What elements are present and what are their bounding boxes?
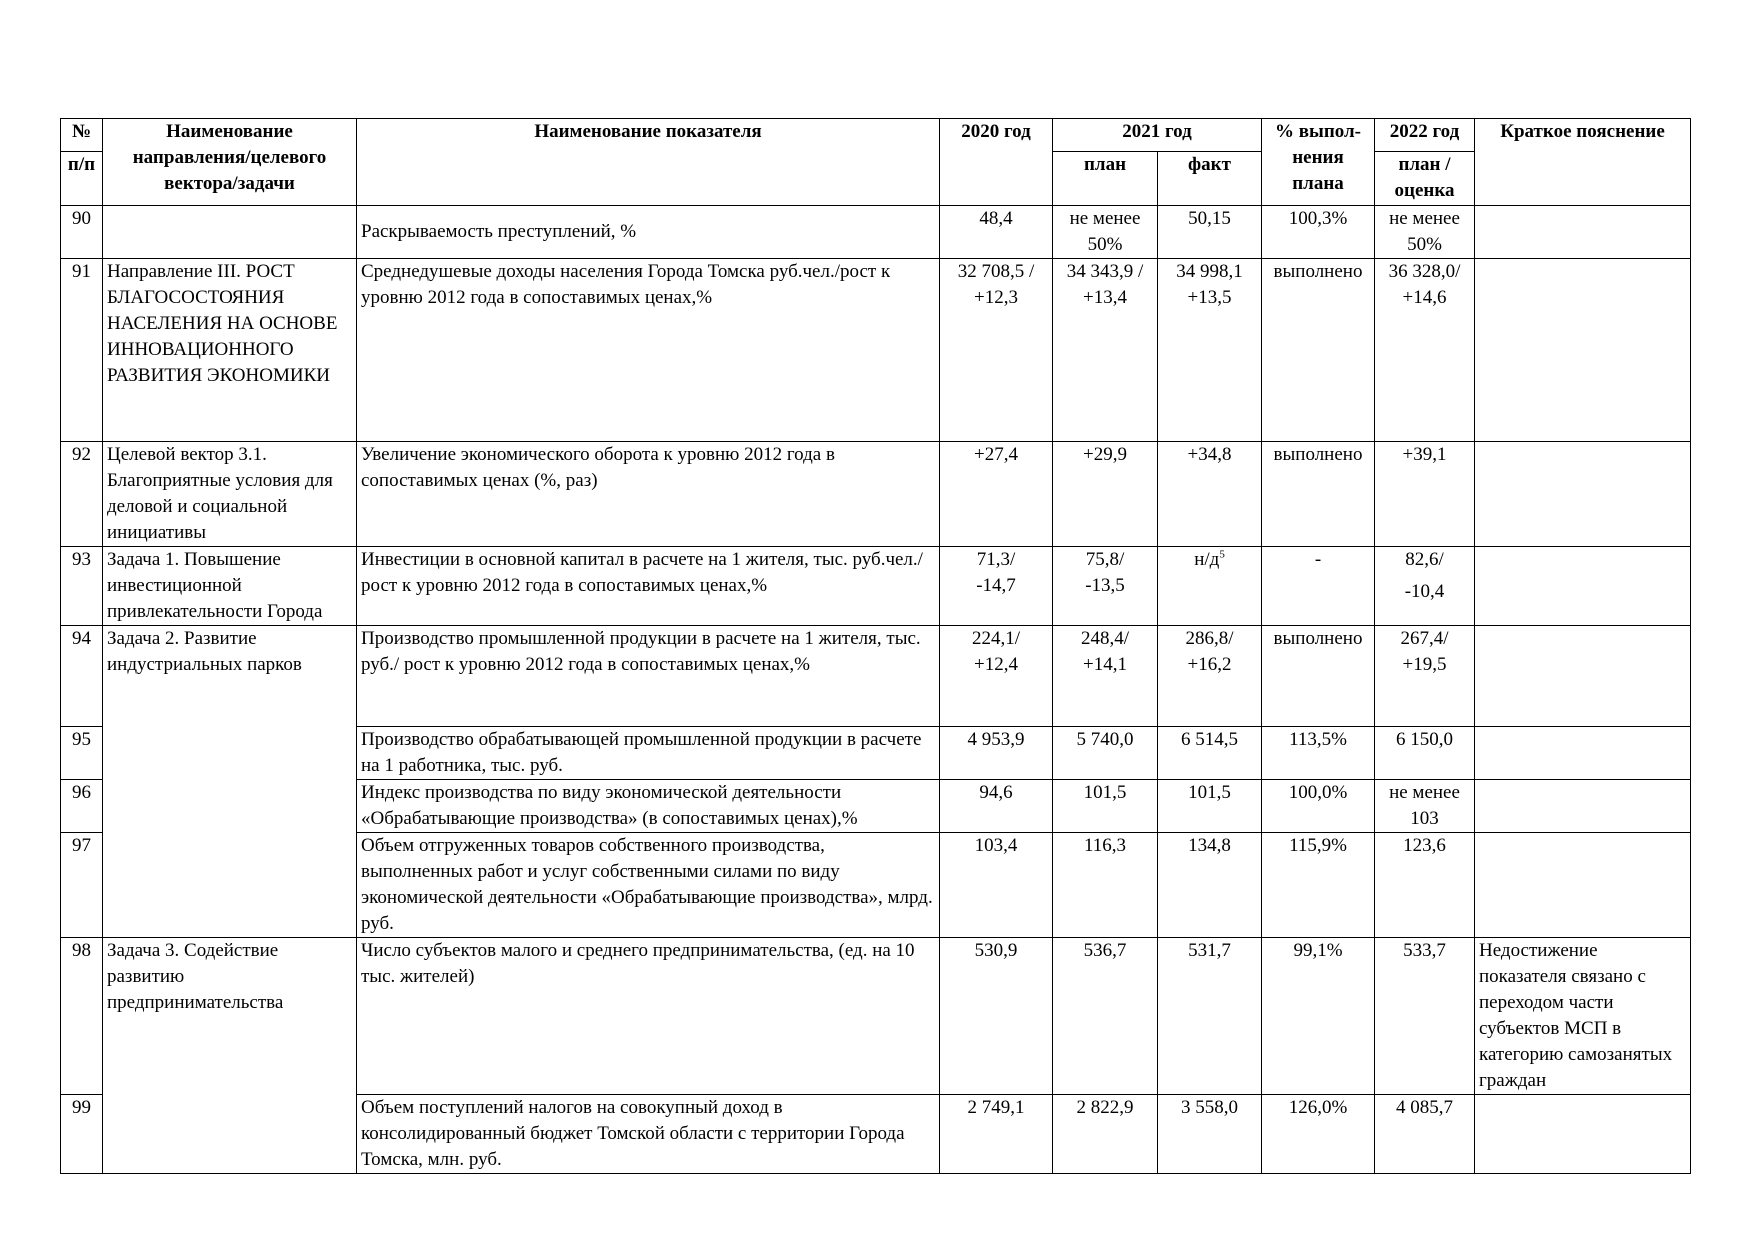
header-fact: факт bbox=[1158, 152, 1262, 206]
value-2021-plan: 2 822,9 bbox=[1053, 1095, 1158, 1174]
value-pct: 100,0% bbox=[1262, 780, 1375, 833]
note-cell bbox=[1475, 780, 1691, 833]
indicator-cell: Объем поступлений налогов на совокупный доход в консолидированный бюджет Томской области с территории Города Томска, млн. руб. bbox=[357, 1095, 940, 1174]
fact-line2: +13,5 bbox=[1187, 287, 1232, 308]
indicator-cell: Производство промышленной продукции в расчете на 1 жителя, тыс. руб./ рост к уровню 2012 года в сопоставимых ценах,% bbox=[357, 626, 940, 727]
header-direction-line3: вектора/задачи bbox=[164, 173, 295, 194]
v2022-line1: 267,4/ bbox=[1400, 628, 1449, 649]
value-2022: 533,7 bbox=[1375, 938, 1475, 1095]
header-indicator: Наименование показателя bbox=[357, 119, 940, 206]
header-pct-line2: нения bbox=[1292, 147, 1344, 168]
indicator-cell: Число субъектов малого и среднего предпринимательства, (ед. на 10 тыс. жителей) bbox=[357, 938, 940, 1095]
v2022-line2: +14,6 bbox=[1402, 287, 1447, 308]
value-2021-fact bbox=[1158, 547, 1262, 626]
value-2020: 48,4 bbox=[940, 206, 1053, 259]
header-pct-line3: плана bbox=[1292, 173, 1344, 194]
plan-line2: +14,1 bbox=[1083, 654, 1127, 675]
value-pct: 115,9% bbox=[1262, 833, 1375, 938]
value-2020: 103,4 bbox=[940, 833, 1053, 938]
value-2021-fact: +34,8 bbox=[1158, 442, 1262, 547]
value-2020: +27,4 bbox=[940, 442, 1053, 547]
table-row bbox=[61, 547, 1691, 626]
value-2021-plan bbox=[1053, 206, 1158, 259]
value-2022 bbox=[1375, 780, 1475, 833]
row-number: 98 bbox=[61, 938, 103, 1095]
value-2022 bbox=[1375, 626, 1475, 727]
indicator-cell: Инвестиции в основной капитал в расчете на 1 жителя, тыс. руб.чел./рост к уровню 2012 года в сопоставимых ценах,% bbox=[357, 547, 940, 626]
note-cell bbox=[1475, 833, 1691, 938]
v2022-line1: не менее bbox=[1389, 208, 1460, 229]
header-2020: 2020 год bbox=[940, 119, 1053, 206]
value-2021-fact bbox=[1158, 626, 1262, 727]
header-plan: план bbox=[1053, 152, 1158, 206]
header-2022-sub bbox=[1375, 152, 1475, 206]
note-cell bbox=[1475, 206, 1691, 259]
plan-line1: 75,8/ bbox=[1085, 549, 1125, 570]
value-2022: 4 085,7 bbox=[1375, 1095, 1475, 1174]
footnote-mark: 5 bbox=[1219, 548, 1225, 561]
value-2021-fact: 6 514,5 bbox=[1158, 727, 1262, 780]
note-cell bbox=[1475, 1095, 1691, 1174]
v2020-line1: 32 708,5 / bbox=[957, 261, 1035, 282]
v2022-line2: 103 bbox=[1410, 808, 1439, 829]
row-number: 94 bbox=[61, 626, 103, 727]
value-2022 bbox=[1375, 259, 1475, 442]
row-number: 96 bbox=[61, 780, 103, 833]
value-2022 bbox=[1375, 206, 1475, 259]
value-pct: 113,5% bbox=[1262, 727, 1375, 780]
header-2022: 2022 год bbox=[1375, 119, 1475, 152]
v2020-line2: +12,4 bbox=[974, 654, 1018, 675]
direction-cell: Задача 2. Развитие индустриальных парков bbox=[103, 626, 357, 727]
value-2021-plan: 101,5 bbox=[1053, 780, 1158, 833]
direction-cell: Направление III. РОСТ БЛАГОСОСТОЯНИЯ НАСЕЛЕНИЯ НА ОСНОВЕ ИННОВАЦИОННОГО РАЗВИТИЯ ЭКОНОМИКИ bbox=[103, 259, 357, 442]
value-2021-plan bbox=[1053, 547, 1158, 626]
value-2022: 123,6 bbox=[1375, 833, 1475, 938]
indicator-cell: Индекс производства по виду экономической деятельности «Обрабатывающие производства» (в сопоставимых ценах),% bbox=[357, 780, 940, 833]
direction-cell-continued bbox=[103, 780, 357, 833]
table-row bbox=[61, 780, 1691, 833]
plan-line1: 248,4/ bbox=[1080, 628, 1130, 649]
note-cell bbox=[1475, 547, 1691, 626]
value-pct: выполнено bbox=[1262, 626, 1375, 727]
v2020-line2: +12,3 bbox=[974, 287, 1018, 308]
indicators-table bbox=[60, 118, 1691, 1174]
direction-cell-continued bbox=[103, 1095, 357, 1174]
value-pct: выполнено bbox=[1262, 259, 1375, 442]
value-2021-fact: 134,8 bbox=[1158, 833, 1262, 938]
value-2020: 4 953,9 bbox=[940, 727, 1053, 780]
value-pct: 126,0% bbox=[1262, 1095, 1375, 1174]
row-number: 90 bbox=[61, 206, 103, 259]
value-2020: 2 749,1 bbox=[940, 1095, 1053, 1174]
indicator-cell: Раскрываемость преступлений, % bbox=[357, 206, 940, 259]
direction-cell-continued bbox=[103, 727, 357, 780]
direction-cell: Целевой вектор 3.1. Благоприятные условия для деловой и социальной инициативы bbox=[103, 442, 357, 547]
indicator-cell: Объем отгруженных товаров собственного производства, выполненных работ и услуг собственными силами по виду экономической деятельности «Обрабатывающие производства», млрд. руб. bbox=[357, 833, 940, 938]
v2022-line1: 36 328,0/ bbox=[1388, 261, 1461, 282]
direction-cell: Задача 1. Повышение инвестиционной привлекательности Города bbox=[103, 547, 357, 626]
v2022-line2: 50% bbox=[1407, 234, 1442, 255]
value-2020 bbox=[940, 547, 1053, 626]
plan-line2: 50% bbox=[1087, 234, 1123, 255]
header-direction-line2: направления/целевого bbox=[132, 147, 327, 168]
plan-line1: 34 343,9 / bbox=[1066, 261, 1144, 282]
note-cell bbox=[1475, 727, 1691, 780]
value-2022: +39,1 bbox=[1375, 442, 1475, 547]
value-pct: выполнено bbox=[1262, 442, 1375, 547]
indicator-cell: Среднедушевые доходы населения Города Томска руб.чел./рост к уровню 2012 года в сопоставимых ценах,% bbox=[357, 259, 940, 442]
note-cell bbox=[1475, 626, 1691, 727]
value-2020 bbox=[940, 259, 1053, 442]
value-2021-fact: 50,15 bbox=[1158, 206, 1262, 259]
v2022-line1: не менее bbox=[1389, 782, 1460, 803]
value-2021-plan: 5 740,0 bbox=[1053, 727, 1158, 780]
row-number: 97 bbox=[61, 833, 103, 938]
plan-line1: не менее bbox=[1069, 208, 1141, 229]
header-direction bbox=[103, 119, 357, 206]
table-row bbox=[61, 206, 1691, 259]
table-row bbox=[61, 626, 1691, 727]
row-number: 99 bbox=[61, 1095, 103, 1174]
indicator-cell: Увеличение экономического оборота к уровню 2012 года в сопоставимых ценах (%, раз) bbox=[357, 442, 940, 547]
table-row bbox=[61, 442, 1691, 547]
row-number: 93 bbox=[61, 547, 103, 626]
value-2021-plan: 536,7 bbox=[1053, 938, 1158, 1095]
header-direction-line1: Наименование bbox=[166, 121, 293, 142]
table-row bbox=[61, 833, 1691, 938]
value-2020 bbox=[940, 626, 1053, 727]
header-note: Краткое пояснение bbox=[1475, 119, 1691, 206]
header-no-sub: п/п bbox=[61, 152, 103, 206]
indicator-cell: Производство обрабатывающей промышленной продукции в расчете на 1 работника, тыс. руб. bbox=[357, 727, 940, 780]
header-pct bbox=[1262, 119, 1375, 206]
direction-cell bbox=[103, 206, 357, 259]
v2022-line2: -10,4 bbox=[1404, 581, 1445, 602]
value-pct: 99,1% bbox=[1262, 938, 1375, 1095]
note-cell: Недостижение показателя связано с переходом части субъектов МСП в категорию самозанятых граждан bbox=[1475, 938, 1691, 1095]
v2020-line2: -14,7 bbox=[976, 575, 1016, 596]
value-2022: 6 150,0 bbox=[1375, 727, 1475, 780]
header-pct-line1: % выпол- bbox=[1274, 121, 1362, 142]
value-pct: - bbox=[1262, 547, 1375, 626]
header-no: № bbox=[61, 119, 103, 152]
direction-cell-continued bbox=[103, 833, 357, 938]
header-2022-sub-line2: оценка bbox=[1394, 180, 1455, 201]
note-cell bbox=[1475, 259, 1691, 442]
value-2020: 94,6 bbox=[940, 780, 1053, 833]
value-2021-fact: 101,5 bbox=[1158, 780, 1262, 833]
header-row-top bbox=[61, 119, 1691, 152]
note-cell bbox=[1475, 442, 1691, 547]
header-2022-sub-line1: план / bbox=[1398, 154, 1451, 175]
table-row bbox=[61, 259, 1691, 442]
table-row bbox=[61, 727, 1691, 780]
plan-line2: -13,5 bbox=[1085, 575, 1125, 596]
value-2021-plan bbox=[1053, 259, 1158, 442]
table-row bbox=[61, 1095, 1691, 1174]
fact-line1: 34 998,1 bbox=[1176, 261, 1243, 282]
value-2021-fact bbox=[1158, 259, 1262, 442]
fact-line2: +16,2 bbox=[1187, 654, 1232, 675]
direction-cell: Задача 3. Содействие развитию предпринимательства bbox=[103, 938, 357, 1095]
header-2021: 2021 год bbox=[1053, 119, 1262, 152]
fact-line1: 286,8/ bbox=[1185, 628, 1234, 649]
value-2022 bbox=[1375, 547, 1475, 626]
value-2020: 530,9 bbox=[940, 938, 1053, 1095]
value-2021-plan bbox=[1053, 626, 1158, 727]
row-number: 92 bbox=[61, 442, 103, 547]
value-2021-fact: 531,7 bbox=[1158, 938, 1262, 1095]
row-number: 95 bbox=[61, 727, 103, 780]
value-2021-fact: 3 558,0 bbox=[1158, 1095, 1262, 1174]
row-number: 91 bbox=[61, 259, 103, 442]
value-2021-plan: +29,9 bbox=[1053, 442, 1158, 547]
fact-text: н/д bbox=[1194, 549, 1220, 570]
v2022-line1: 82,6/ bbox=[1405, 549, 1444, 570]
plan-line2: +13,4 bbox=[1083, 287, 1127, 308]
value-pct: 100,3% bbox=[1262, 206, 1375, 259]
v2020-line1: 71,3/ bbox=[976, 549, 1016, 570]
table-row bbox=[61, 938, 1691, 1095]
v2022-line2: +19,5 bbox=[1402, 654, 1447, 675]
value-2021-plan: 116,3 bbox=[1053, 833, 1158, 938]
v2020-line1: 224,1/ bbox=[971, 628, 1021, 649]
